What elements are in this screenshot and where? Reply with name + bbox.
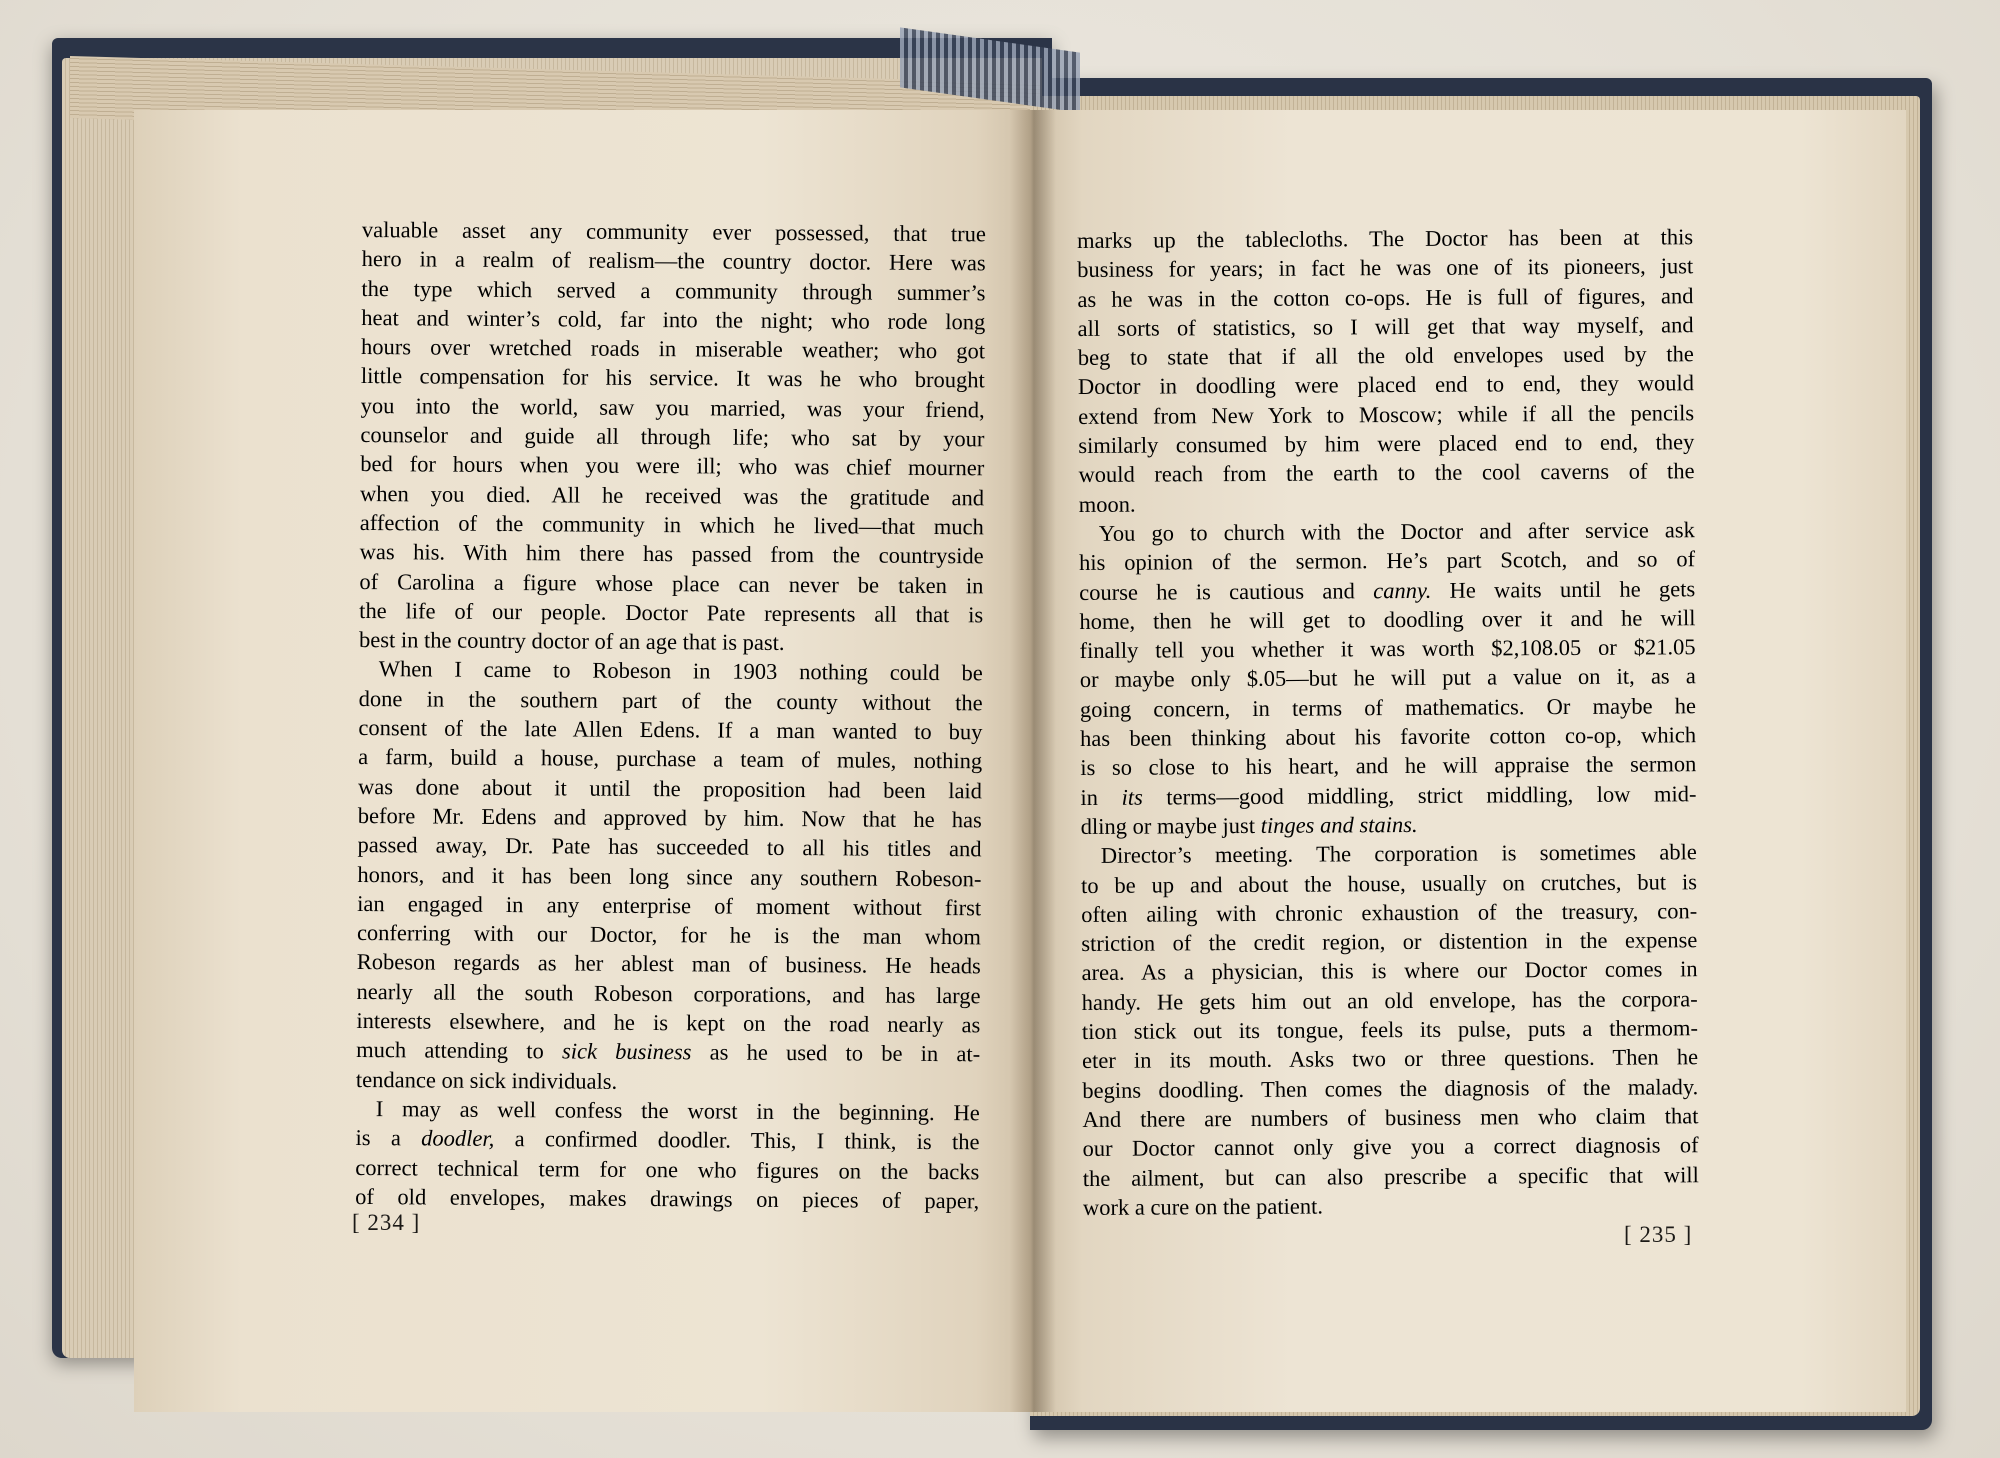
italic-text: canny. <box>1373 577 1432 603</box>
text-line: before Mr. Edens and approved by him. Now that he has <box>357 802 982 833</box>
text-line: bed for hours when you were ill; who was chief mourner <box>360 451 985 481</box>
text-line: affection of the community in which he lived—that much <box>359 509 984 540</box>
text-line: counselor and guide all through life; who sat by your <box>360 422 985 452</box>
italic-text: doodler, <box>421 1125 495 1152</box>
page-number-left: [ 234 ] <box>352 1210 421 1235</box>
text-line: extend from New York to Moscow; while if all the pencils <box>1078 400 1695 429</box>
text-run: He waits until he gets <box>1449 575 1696 603</box>
text-line: begins doodling. Then comes the diagnosis of the malady. <box>1082 1073 1699 1103</box>
text-line: his opinion of the sermon. He’s part Scotch, and so of <box>1078 546 1696 576</box>
text-run: a confirmed doodler. This, I think, is the <box>514 1126 980 1155</box>
text-line <box>1081 808 1697 841</box>
text-line: tendance on sick individuals. <box>355 1066 618 1094</box>
text-line: Director’s meeting. The corporation is sometimes able <box>1100 839 1697 869</box>
italic-text: tinges and stains. <box>1260 811 1418 838</box>
text-run: much attending to <box>356 1037 544 1064</box>
text-line: eter in its mouth. Asks two or three questions. Then he <box>1082 1044 1699 1074</box>
text-line: is so close to his heart, and he will appraise the sermon <box>1080 751 1697 781</box>
text-line: going concern, in terms of mathematics. Or maybe he <box>1079 692 1697 722</box>
text-line: consent of the late Allen Edens. If a man wanted to buy <box>358 715 983 745</box>
text-line: handy. He gets him out an old envelope, has the corpora- <box>1081 985 1698 1015</box>
italic-text: sick business <box>561 1038 692 1065</box>
text-line: tion stick out its tongue, feels its pulse, puts a thermom- <box>1081 1015 1698 1045</box>
text-run: is a <box>355 1125 401 1151</box>
text-line: or maybe only $.05—but he will put a value on it, as a <box>1079 663 1696 693</box>
text-line: was done about it until the proposition had been laid <box>357 773 983 803</box>
text-line: all sorts of statistics, so I will get that way myself, and <box>1077 312 1694 341</box>
text-line: similarly consumed by him were placed end to end, they <box>1078 429 1695 459</box>
text-line: When I came to Robeson in 1903 nothing could be <box>378 656 983 686</box>
text-line: heat and winter’s cold, far into the night; who rode long <box>361 304 986 335</box>
text-line: finally tell you whether it was worth $2,108.05 or $21.05 <box>1079 634 1696 664</box>
text-line: area. As a physician, this is where our Doctor comes in <box>1081 956 1698 986</box>
text-line: the life of our people. Doctor Pate represents all that is <box>359 597 984 628</box>
text-line: done in the southern part of the county without the <box>358 685 983 716</box>
text-line: business for years; in fact he was one of its pioneers, just <box>1077 253 1694 283</box>
left-page-text <box>355 215 986 1215</box>
text-run: dling or maybe just <box>1080 812 1256 839</box>
text-line: valuable asset any community ever possessed, that true <box>361 216 986 247</box>
text-line: honors, and it has been long since any southern Robeson- <box>357 861 982 891</box>
text-line: You go to church with the Doctor and after service ask <box>1098 517 1695 546</box>
text-line <box>356 1035 980 1069</box>
text-line: little compensation for his service. It was he who brought <box>360 363 985 393</box>
text-line: would reach from the earth to the cool caverns of the <box>1078 458 1695 488</box>
text-line: you into the world, saw you married, was your friend, <box>360 392 985 423</box>
text-line <box>1080 779 1696 812</box>
text-run: as he used to be in at- <box>709 1039 981 1067</box>
text-line: best in the country doctor of an age that is past. <box>358 627 785 656</box>
text-line: striction of the credit region, or distention in the expense <box>1081 927 1698 957</box>
italic-text: its <box>1121 784 1143 810</box>
text-line: moon. <box>1078 491 1136 517</box>
text-line: a farm, build a house, purchase a team of mules, nothing <box>358 744 983 774</box>
text-line: correct technical term for one who figures on the backs <box>355 1154 980 1184</box>
text-line: as he was in the cotton co-ops. He is full of figures, and <box>1077 282 1694 312</box>
text-line: home, then he will get to doodling over it and he will <box>1079 605 1696 634</box>
text-line: has been thinking about his favorite cotton co-op, which <box>1080 722 1697 752</box>
text-line: I may as well confess the worst in the beginning. He <box>375 1096 980 1126</box>
text-line: was his. With him there has passed from the countryside <box>359 539 984 569</box>
text-run: in <box>1080 784 1099 810</box>
text-line: conferring with our Doctor, for he is the man whom <box>356 920 982 950</box>
text-line: interests elsewhere, and he is kept on the road nearly as <box>356 1007 981 1038</box>
page-number-right: [ 235 ] <box>1624 1222 1693 1247</box>
text-line: And there are numbers of business men who claim that <box>1082 1103 1699 1132</box>
text-line: our Doctor cannot only give you a correct diagnosis of <box>1082 1132 1699 1162</box>
text-line: Robeson regards as her ablest man of business. He heads <box>356 949 981 979</box>
text-run: terms—good middling, strict middling, low mid- <box>1166 780 1697 810</box>
text-line: of Carolina a figure whose place can never be taken in <box>359 568 984 598</box>
text-line: to be up and about the house, usually on crutches, but is <box>1080 868 1698 898</box>
text-line: marks up the tablecloths. The Doctor has been at this <box>1077 224 1694 253</box>
right-page-text <box>1077 222 1699 1222</box>
text-line: Doctor in doodling were placed end to end, they would <box>1077 370 1695 400</box>
text-line: passed away, Dr. Pate has succeeded to all his titles and <box>357 832 982 862</box>
gutter-shadow <box>1010 110 1056 1412</box>
text-line: the type which served a community through summer’s <box>361 275 986 305</box>
text-line <box>355 1123 979 1157</box>
text-run: course he is cautious and <box>1079 577 1355 605</box>
text-line: nearly all the south Robeson corporations, and has large <box>356 978 981 1009</box>
text-line: hero in a realm of realism—the country doctor. Here was <box>361 246 986 276</box>
text-line: the ailment, but can also prescribe a specific that will <box>1082 1161 1699 1191</box>
text-line: of old envelopes, makes drawings on pieces of paper, <box>355 1183 980 1214</box>
text-line: often ailing with chronic exhaustion of the treasury, con- <box>1081 898 1698 927</box>
text-line <box>1079 574 1695 607</box>
text-line: beg to state that if all the old envelopes used by the <box>1077 341 1694 371</box>
text-line: ian engaged in any enterprise of moment without first <box>357 890 982 921</box>
text-line: when you died. All he received was the gratitude and <box>359 480 985 511</box>
text-line: work a cure on the patient. <box>1082 1193 1323 1220</box>
text-line: hours over wretched roads in miserable weather; who got <box>360 334 986 364</box>
